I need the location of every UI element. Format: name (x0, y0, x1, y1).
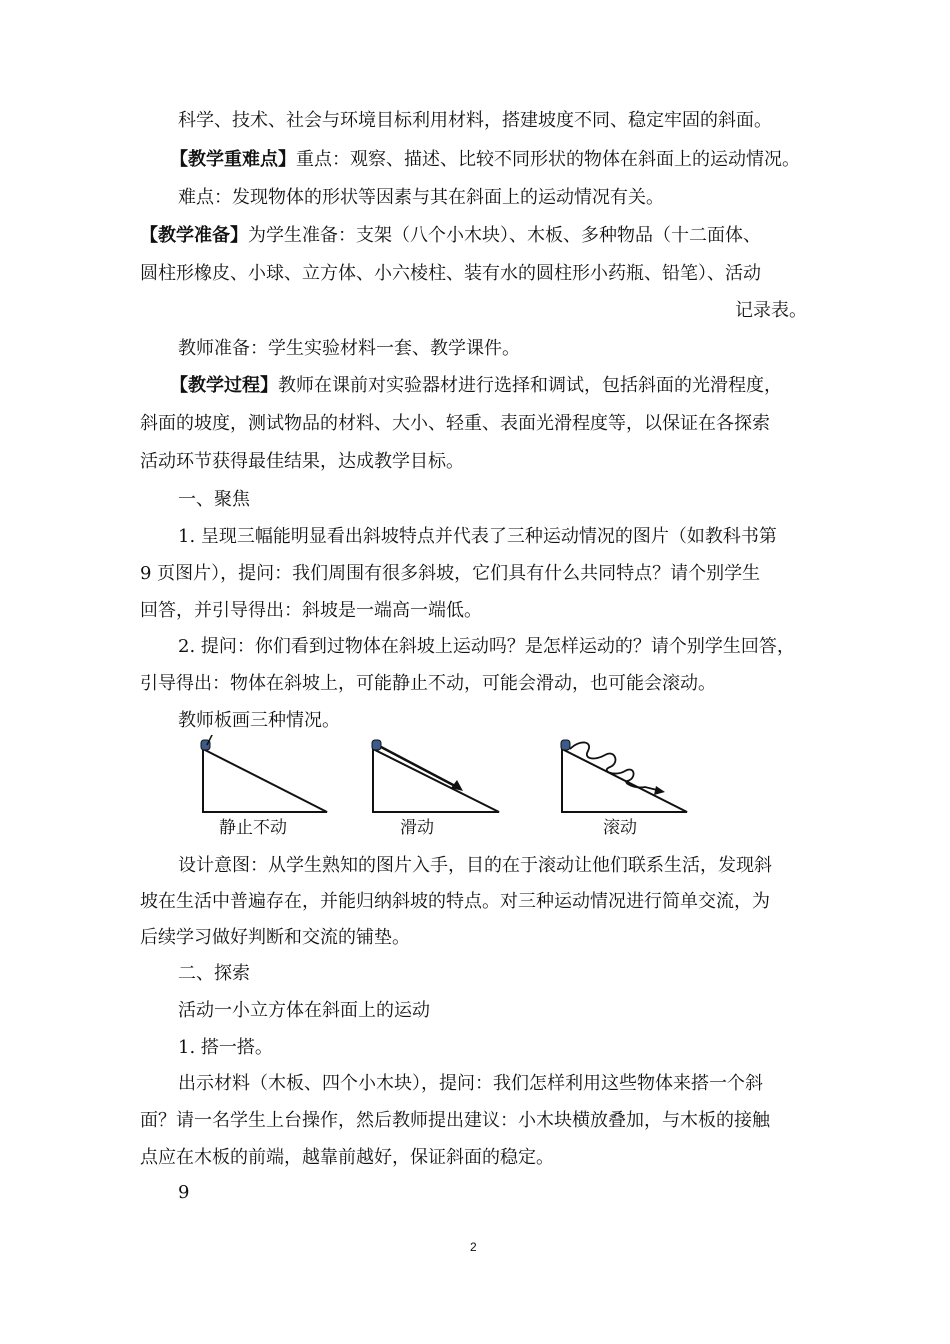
still-slope (201, 735, 327, 812)
text-line-26: 点应在木板的前端，越靠前越好，保证斜面的稳定。 (140, 1147, 554, 1168)
text-line-12: 1. 呈现三幅能明显看出斜坡特点并代表了三种运动情况的图片（如教科书第 (178, 526, 777, 547)
process-text: 教师在课前对实验器材进行选择和调试，包括斜面的光滑程度， (278, 375, 782, 396)
section-label-process: 【教学过程】 (170, 375, 278, 396)
section-label-key-points: 【教学重难点】 (170, 149, 296, 170)
text-line-20: 后续学习做好判断和交流的铺垫。 (140, 927, 410, 948)
text-line-18: 设计意图：从学生熟知的图片入手，目的在于滚动让他们联系生活，发现斜 (178, 855, 772, 876)
preparation-text: 为学生准备：支架（八个小木块）、木板、多种物品（十二面体、 (248, 225, 761, 246)
text-line-5: 圆柱形橡皮、小球、立方体、小六棱柱、装有水的圆柱形小药瓶、铅笔）、活动 (140, 263, 761, 284)
text-line-13: 9 页图片），提问：我们周围有很多斜坡，它们具有什么共同特点？请个别学生 (140, 563, 761, 584)
text-line-23: 1. 搭一搭。 (178, 1037, 273, 1058)
sliding-slope (372, 740, 499, 812)
text-line-9: 斜面的坡度，测试物品的材料、大小、轻重、表面光滑程度等，以保证在各探索 (140, 413, 770, 434)
text-line-27: 9 (178, 1182, 190, 1203)
text-line-16: 引导得出：物体在斜坡上，可能静止不动，可能会滑动，也可能会滚动。 (140, 673, 716, 694)
caption-roll: 滚动 (603, 818, 637, 838)
heading-focus: 一、聚焦 (178, 489, 250, 510)
text-line-25: 面？请一名学生上台操作，然后教师提出建议：小木块横放叠加，与木板的接触 (140, 1110, 770, 1131)
slope-motion-diagram (195, 735, 695, 840)
text-line-8 (170, 373, 782, 399)
heading-explore: 二、探索 (178, 963, 250, 984)
text-line-4 (140, 223, 761, 249)
text-line-19: 坡在生活中普遍存在，并能归纳斜坡的特点。对三种运动情况进行简单交流，为 (140, 891, 770, 912)
activity-one-title: 活动一小立方体在斜面上的运动 (178, 1000, 430, 1021)
caption-still: 静止不动 (219, 818, 287, 838)
rolling-slope (561, 740, 687, 812)
text-line-2 (170, 147, 800, 173)
text-line-7: 教师准备：学生实验材料一套、教学课件。 (178, 338, 520, 359)
text-line-15: 2. 提问：你们看到过物体在斜坡上运动吗？是怎样运动的？请个别学生回答， (178, 636, 795, 657)
caption-slide: 滑动 (400, 818, 434, 838)
text-line-1: 科学、技术、社会与环境目标利用材料，搭建坡度不同、稳定牢固的斜面。 (178, 110, 772, 131)
text-line-3: 难点：发现物体的形状等因素与其在斜面上的运动情况有关。 (178, 187, 664, 208)
page-number: 2 (470, 1240, 477, 1254)
text-line-14: 回答，并引导得出：斜坡是一端高一端低。 (140, 600, 482, 621)
text-line-24: 出示材料（木板、四个小木块），提问：我们怎样利用这些物体来搭一个斜 (178, 1073, 763, 1094)
text-line-17: 教师板画三种情况。 (178, 710, 340, 731)
key-points-text: 重点：观察、描述、比较不同形状的物体在斜面上的运动情况。 (296, 149, 800, 170)
text-line-10: 活动环节获得最佳结果，达成教学目标。 (140, 451, 464, 472)
text-line-6: 记录表。 (735, 300, 807, 321)
section-label-preparation: 【教学准备】 (140, 225, 248, 246)
